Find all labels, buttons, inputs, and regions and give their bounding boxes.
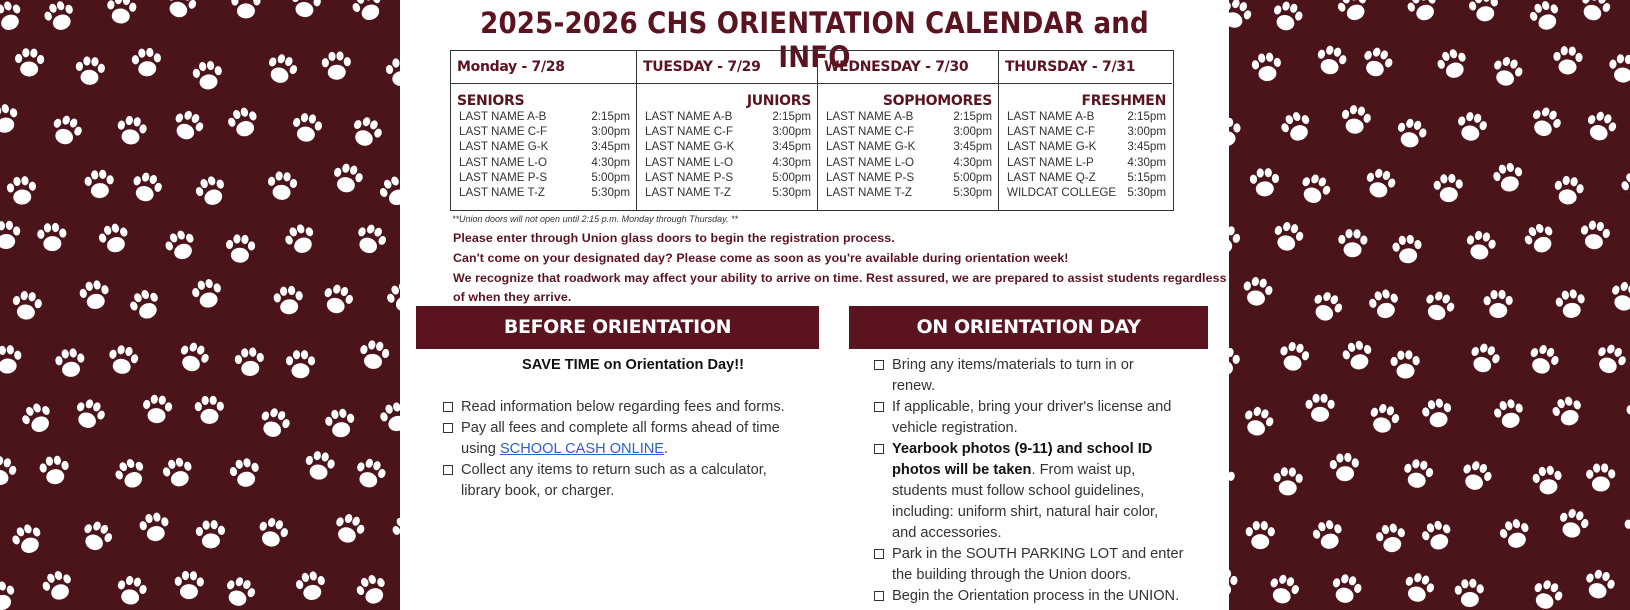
paw-print-icon	[1394, 116, 1429, 151]
paw-print-icon	[1339, 103, 1373, 136]
paw-print-icon	[1367, 287, 1402, 321]
paw-print-icon	[1391, 234, 1423, 265]
slot-time: 4:30pm	[953, 155, 992, 169]
slot-time: 5:30pm	[591, 186, 630, 200]
paw-print-icon	[349, 0, 387, 25]
paw-print-icon	[48, 112, 85, 149]
slot-time: 3:45pm	[1127, 140, 1166, 154]
paw-print-icon	[1550, 394, 1586, 430]
paw-print-icon	[1305, 394, 1334, 422]
schedule-slot	[451, 155, 636, 170]
paw-print-icon	[1420, 288, 1457, 325]
slot-time: 5:30pm	[772, 186, 811, 200]
day-column-thursday	[999, 51, 1172, 210]
paw-print-icon	[1592, 341, 1630, 379]
slot-name: LAST NAME T-Z	[645, 186, 731, 200]
paw-print-icon	[1401, 570, 1437, 606]
paw-print-icon	[1458, 458, 1495, 494]
paw-print-icon	[38, 455, 70, 486]
paw-print-icon	[1390, 350, 1420, 379]
paw-print-icon	[225, 234, 256, 264]
paw-print-icon	[1229, 568, 1238, 599]
paw-print-icon	[18, 399, 56, 437]
slot-name: LAST NAME T-Z	[826, 186, 912, 200]
schedule-slot	[999, 170, 1172, 185]
paw-print-icon	[1366, 401, 1402, 436]
paw-print-icon	[10, 290, 43, 322]
before-orientation-heading: BEFORE ORIENTATION	[416, 306, 819, 349]
paw-print-icon	[0, 220, 21, 249]
grade-label: SENIORS	[457, 93, 525, 109]
paw-print-icon	[37, 222, 68, 252]
paw-print-icon	[1466, 340, 1503, 376]
slot-name: LAST NAME L-P	[1007, 155, 1094, 169]
paw-print-icon	[1311, 518, 1346, 552]
schedule-slot	[818, 109, 998, 124]
day-column-monday	[451, 51, 637, 210]
slot-name: LAST NAME A-B	[1007, 110, 1095, 123]
orientation-document	[400, 0, 1229, 610]
paw-print-icon	[1419, 518, 1455, 554]
schedule-slot	[637, 170, 817, 185]
schedule-slot	[637, 185, 817, 200]
paw-pattern-left	[0, 0, 400, 610]
paw-print-icon	[353, 571, 390, 608]
paw-print-icon	[1229, 117, 1242, 147]
paw-print-icon	[1576, 0, 1614, 25]
paw-print-icon	[320, 281, 356, 317]
paw-print-icon	[1527, 0, 1564, 34]
paw-print-icon	[1359, 44, 1396, 80]
paw-print-icon	[256, 405, 293, 442]
paw-print-icon	[221, 574, 258, 610]
checkbox-icon	[874, 549, 884, 559]
paw-print-icon	[131, 47, 163, 78]
slot-time: 3:45pm	[591, 140, 630, 154]
day-column-tuesday	[637, 51, 818, 210]
slot-time: 5:00pm	[772, 170, 811, 184]
schedule-slot	[451, 109, 636, 124]
paw-print-icon	[71, 396, 109, 433]
slot-time: 2:15pm	[953, 110, 992, 123]
paw-print-icon	[1454, 110, 1488, 144]
paw-print-icon	[1229, 0, 1255, 32]
slot-name: LAST NAME C-F	[645, 125, 734, 139]
paw-print-icon	[190, 277, 225, 311]
paw-print-icon	[74, 55, 106, 86]
paw-print-icon	[1314, 43, 1349, 78]
paw-print-icon	[1240, 404, 1276, 440]
slot-name: LAST NAME G-K	[1007, 140, 1097, 154]
paw-print-icon	[1608, 53, 1630, 84]
paw-print-icon	[1554, 288, 1587, 320]
paw-print-icon	[1552, 174, 1585, 206]
paw-print-icon	[193, 173, 230, 209]
paw-print-icon	[1555, 506, 1591, 541]
checkbox-icon	[874, 402, 884, 412]
grade-label: SOPHOMORES	[882, 93, 992, 109]
paw-print-icon	[1277, 340, 1312, 374]
paw-print-icon	[324, 407, 357, 439]
paw-print-icon	[195, 520, 226, 550]
slot-name: LAST NAME A-B	[459, 110, 547, 123]
slot-time: 5:00pm	[953, 170, 992, 184]
slot-name: LAST NAME P-S	[645, 170, 734, 184]
slot-name: LAST NAME L-O	[645, 155, 734, 169]
slot-time: 2:15pm	[591, 110, 630, 123]
paw-print-icon	[1329, 452, 1360, 482]
paw-print-icon	[1362, 166, 1398, 201]
paw-print-icon	[39, 568, 76, 604]
paw-print-icon	[1334, 0, 1372, 25]
paw-print-icon	[1492, 397, 1527, 431]
paw-print-icon	[385, 57, 400, 88]
paw-print-icon	[1625, 514, 1630, 542]
paw-print-icon	[348, 113, 386, 150]
instruction-line: of when they arrive.	[453, 290, 572, 304]
paw-print-icon	[192, 60, 224, 91]
paw-print-icon	[330, 161, 365, 195]
schedule-slot	[451, 185, 636, 200]
paw-print-icon	[263, 51, 300, 87]
paw-print-icon	[384, 279, 400, 316]
slot-name: LAST NAME G-K	[645, 140, 735, 154]
paw-print-icon	[1269, 0, 1305, 34]
checklist-item: Park in the SOUTH PARKING LOT and enter the building through the Union doors.	[874, 544, 1214, 586]
paw-print-icon	[141, 394, 173, 425]
paw-print-icon	[1270, 219, 1306, 254]
slot-name: WILDCAT COLLEGE	[1007, 186, 1117, 200]
paw-pattern-right	[1229, 0, 1630, 610]
paw-print-icon	[1586, 463, 1616, 492]
paw-print-icon	[1433, 173, 1464, 203]
checklist-item: Bring any items/materials to turn in or renew.	[874, 355, 1214, 397]
slot-name: LAST NAME G-K	[826, 140, 916, 154]
paw-print-icon	[1483, 290, 1513, 318]
paw-print-icon	[266, 170, 298, 201]
schedule-slot	[451, 124, 636, 139]
paw-print-icon	[1229, 461, 1237, 494]
orientation-schedule-table	[450, 50, 1174, 211]
schedule-slot	[818, 185, 998, 200]
grade-label: FRESHMEN	[1081, 93, 1166, 109]
slot-time: 3:00pm	[953, 125, 992, 139]
paw-print-icon	[54, 347, 86, 378]
schedule-slot	[999, 185, 1172, 200]
paw-print-icon	[255, 515, 291, 550]
paw-print-icon	[1467, 0, 1501, 24]
day-header: TUESDAY - 7/29	[637, 51, 817, 84]
slot-time: 2:15pm	[772, 110, 811, 123]
day-column-wednesday	[818, 51, 999, 210]
schedule-slot	[999, 139, 1172, 154]
paw-print-icon	[84, 169, 115, 199]
paw-print-icon	[0, 0, 26, 35]
paw-print-icon	[1374, 522, 1408, 555]
paw-print-icon	[1578, 219, 1611, 251]
checklist-item: Pay all fees and complete all forms ahead of time using SCHOOL CASH ONLINE.	[443, 418, 823, 460]
paw-print-icon	[1308, 288, 1346, 325]
checklist-item: If applicable, bring your driver's license and vehicle registration.	[874, 397, 1214, 439]
paw-print-icon	[105, 0, 137, 25]
page-title: 2025-2026 CHS ORIENTATION CALENDAR and INFO	[480, 6, 1149, 74]
paw-print-icon	[14, 48, 44, 77]
paw-print-icon	[129, 170, 165, 206]
paw-print-icon	[321, 51, 351, 80]
paw-print-icon	[174, 571, 204, 600]
instruction-line: Can't come on your designated day? Please come as soon as you're available during orientation week!	[453, 251, 1069, 265]
paw-print-icon	[1489, 54, 1526, 90]
slot-time: 3:00pm	[1127, 125, 1166, 139]
paw-print-icon	[1296, 171, 1334, 208]
paw-print-icon	[231, 0, 260, 18]
paw-print-icon	[1229, 222, 1242, 256]
paw-print-icon	[162, 0, 200, 22]
paw-print-icon	[1491, 161, 1526, 195]
paw-print-icon	[1329, 572, 1364, 607]
schedule-slot	[451, 170, 636, 185]
paw-print-icon	[106, 343, 140, 377]
paw-print-icon	[1401, 457, 1435, 490]
paw-print-icon	[378, 400, 400, 435]
schedule-slot	[999, 155, 1172, 170]
paw-print-icon	[78, 518, 116, 556]
paw-print-icon	[1229, 346, 1241, 378]
paw-print-icon	[1340, 338, 1375, 372]
slot-time: 4:30pm	[772, 155, 811, 169]
paw-print-icon	[9, 521, 46, 558]
paw-print-icon	[1626, 397, 1630, 427]
schedule-slot	[818, 170, 998, 185]
slot-name: LAST NAME C-F	[826, 125, 915, 139]
paw-print-icon	[1266, 572, 1302, 608]
schedule-slot	[637, 109, 817, 124]
slot-name: LAST NAME C-F	[459, 125, 548, 139]
paw-print-icon	[1528, 576, 1566, 610]
paw-print-icon	[1582, 108, 1619, 144]
checkbox-icon	[443, 402, 453, 412]
paw-print-icon	[303, 449, 336, 482]
checklist-item: Read information below regarding fees and forms.	[443, 397, 823, 418]
schedule-slot	[818, 139, 998, 154]
paw-print-icon	[1525, 341, 1562, 378]
paw-print-icon	[0, 102, 21, 136]
paw-print-icon	[1531, 464, 1564, 496]
schedule-slot	[999, 124, 1172, 139]
paw-print-icon	[160, 455, 195, 490]
paw-print-icon	[357, 339, 391, 372]
slot-name: LAST NAME T-Z	[459, 186, 545, 200]
slot-name: LAST NAME A-B	[645, 110, 733, 123]
paw-print-icon	[389, 511, 400, 548]
slot-time: 3:45pm	[772, 140, 811, 154]
paw-print-icon	[294, 569, 328, 602]
paw-print-icon	[96, 221, 132, 256]
paw-print-icon	[6, 175, 37, 205]
paw-print-icon	[1618, 168, 1630, 204]
schedule-slot	[637, 139, 817, 154]
save-time-heading: SAVE TIME on Orientation Day!!	[522, 357, 744, 373]
paw-print-icon	[1527, 104, 1565, 141]
paw-print-icon	[162, 227, 199, 264]
paw-print-icon	[112, 455, 150, 492]
day-header: WEDNESDAY - 7/30	[818, 51, 998, 84]
paw-print-icon	[78, 279, 111, 312]
slot-name: LAST NAME Q-Z	[1007, 170, 1096, 184]
slot-time: 5:00pm	[591, 170, 630, 184]
slot-time: 4:30pm	[1127, 155, 1166, 169]
paw-print-icon	[194, 396, 224, 425]
checkbox-icon	[874, 444, 884, 454]
paw-print-icon	[169, 107, 207, 144]
paw-print-icon	[1404, 0, 1441, 25]
paw-print-icon	[1338, 229, 1368, 258]
paw-print-icon	[1278, 108, 1316, 145]
schedule-slot	[999, 109, 1172, 124]
paw-print-icon	[1250, 168, 1280, 197]
paw-print-icon	[1240, 275, 1274, 308]
paw-print-icon	[1454, 578, 1485, 608]
checklist-item: Collect any items to return such as a calculator, library book, or charger.	[443, 460, 823, 502]
on-orientation-day-heading: ON ORIENTATION DAY	[849, 306, 1208, 349]
union-doors-note: **Union doors will not open until 2:15 p.m. Monday through Thursday. **	[452, 214, 738, 224]
slot-time: 4:30pm	[591, 155, 630, 169]
slot-time: 5:30pm	[1127, 186, 1166, 200]
checkbox-icon	[874, 591, 884, 601]
paw-print-icon	[1521, 220, 1559, 258]
slot-time: 2:15pm	[1127, 110, 1166, 123]
paw-print-icon	[273, 285, 305, 316]
checkbox-icon	[443, 465, 453, 475]
day-header: THURSDAY - 7/31	[999, 51, 1172, 84]
paw-print-icon	[234, 347, 266, 378]
paw-print-icon	[1434, 46, 1471, 82]
slot-name: LAST NAME P-S	[459, 170, 548, 184]
paw-print-icon	[376, 173, 400, 210]
checklist-item: Begin the Orientation process in the UNION.	[874, 586, 1214, 607]
slot-time: 5:15pm	[1127, 170, 1166, 184]
paw-print-icon	[352, 456, 388, 492]
paw-print-icon	[290, 111, 323, 143]
grade-label: JUNIORS	[746, 93, 811, 109]
slot-time: 3:00pm	[591, 125, 630, 139]
paw-print-icon	[0, 579, 18, 610]
checkbox-icon	[443, 423, 453, 433]
paw-print-icon	[225, 105, 261, 140]
paw-print-icon	[114, 574, 148, 608]
checklist-item: Yearbook photos (9-11) and school ID photos will be taken. From waist up, students must follow school guidelines, including: uniform shirt, natural hair color, and accessories.	[874, 439, 1214, 544]
slot-name: LAST NAME P-S	[826, 170, 915, 184]
paw-print-icon	[1553, 46, 1583, 75]
schedule-slot	[637, 124, 817, 139]
slot-name: LAST NAME A-B	[826, 110, 914, 123]
paw-print-icon	[138, 511, 172, 544]
paw-print-icon	[0, 454, 19, 488]
slot-time: 3:00pm	[772, 125, 811, 139]
paw-print-icon	[286, 350, 315, 378]
paw-print-icon	[228, 456, 262, 489]
paw-print-icon	[289, 0, 323, 20]
slot-name: LAST NAME L-O	[826, 155, 915, 169]
slot-time: 5:30pm	[953, 186, 992, 200]
paw-print-icon	[0, 344, 23, 374]
paw-print-icon	[1607, 279, 1630, 315]
paw-print-icon	[1420, 397, 1454, 430]
paw-print-icon	[1273, 467, 1303, 496]
paw-print-icon	[1464, 229, 1498, 262]
instruction-line: Please enter through Union glass doors to begin the registration process.	[453, 231, 895, 245]
paw-print-icon	[282, 221, 320, 258]
paw-print-icon	[1246, 521, 1275, 549]
paw-print-icon	[1251, 51, 1283, 82]
schedule-slot	[818, 155, 998, 170]
day-header: Monday - 7/28	[451, 51, 636, 84]
paw-print-icon	[41, 0, 77, 34]
paw-print-icon	[115, 114, 149, 147]
instruction-line: We recognize that roadwork may affect your ability to arrive on time. Rest assured, we are prepared to assist students regardless	[453, 271, 1227, 285]
paw-print-icon	[175, 339, 213, 376]
before-orientation-list	[443, 355, 823, 502]
slot-time: 3:45pm	[953, 140, 992, 154]
slot-name: LAST NAME C-F	[1007, 125, 1096, 139]
paw-print-icon	[126, 286, 164, 323]
paw-print-icon	[352, 221, 390, 258]
slot-name: LAST NAME G-K	[459, 140, 549, 154]
paw-print-icon	[331, 511, 368, 547]
school-cash-online-link[interactable]: SCHOOL CASH ONLINE	[499, 441, 665, 457]
schedule-slot	[451, 139, 636, 154]
on-orientation-day-list	[874, 355, 1214, 607]
paw-print-icon	[1497, 516, 1533, 551]
paw-print-icon	[1582, 567, 1618, 602]
checkbox-icon	[874, 360, 884, 370]
schedule-slot	[818, 124, 998, 139]
slot-name: LAST NAME L-O	[459, 155, 548, 169]
schedule-slot	[637, 155, 817, 170]
